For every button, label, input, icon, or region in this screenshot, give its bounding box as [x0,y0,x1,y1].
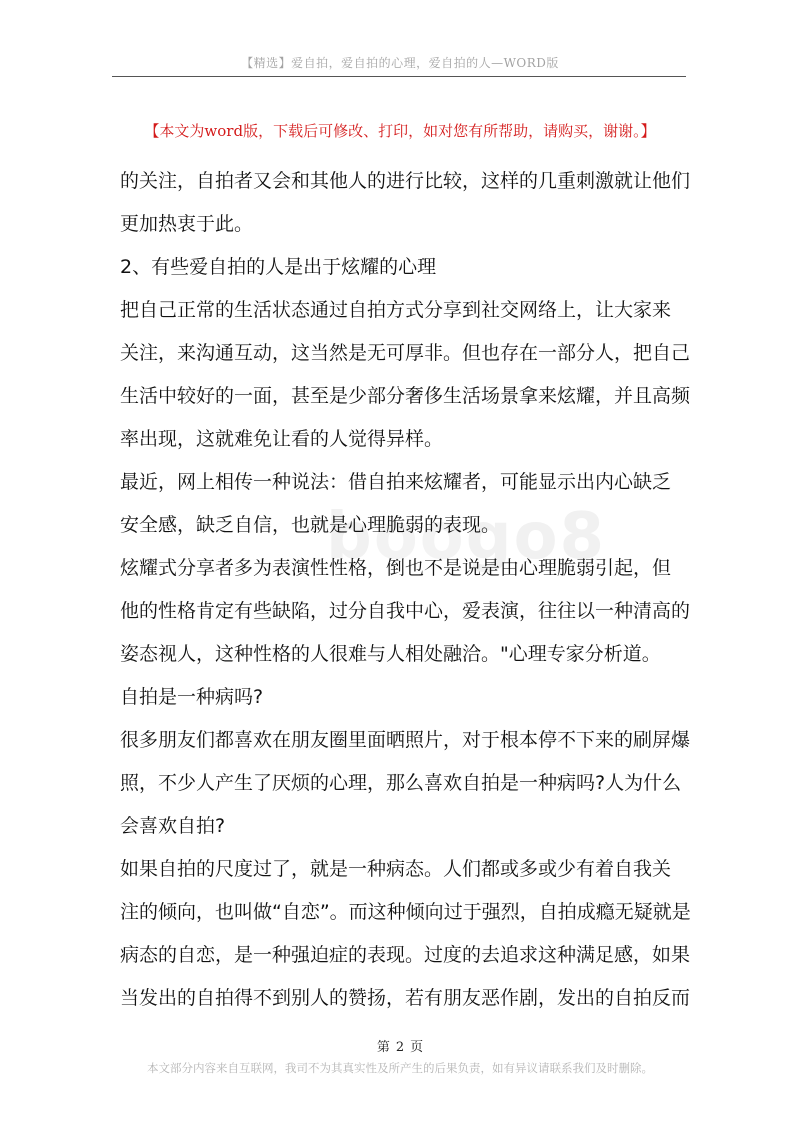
body-line: 注的倾向，也叫做“自恋”。而这种倾向过于强烈，自拍成瘾无疑就是 [120,901,691,923]
page-header-title: 【精选】爱自拍，爱自拍的心理，爱自拍的人—WORD版 [241,56,559,70]
body-line: 更加热衷于此。 [120,213,254,235]
body-line: 炫耀式分享者多为表演性性格，倒也不是说是由心理脆弱引起，但 [120,557,672,579]
page-number-value: 2 [395,1040,405,1055]
body-line: 照，不少人产生了厌烦的心理，那么喜欢自拍是一种病吗?人为什么 [120,772,682,794]
page-number [0,1036,800,1055]
body-line: 如果自拍的尺度过了，就是一种病态。人们都或多或少有着自我关 [120,858,672,880]
body-line: 安全感，缺乏自信，也就是心理脆弱的表现。 [120,514,501,536]
body-line: 生活中较好的一面，甚至是少部分奢侈生活场景拿来炫耀，并且高频 [120,385,691,407]
body-line: 当发出的自拍得不到别人的赞扬，若有朋友恶作剧，发出的自拍反而 [120,987,691,1009]
body-line: 他的性格肯定有些缺陷，过分自我中心，爱表演，往往以一种清高的 [120,600,691,622]
body-line: 关注，来沟通互动，这当然是无可厚非。但也存在一部分人，把自己 [120,342,691,364]
body-line: 会喜欢自拍? [120,815,226,837]
page-prefix: 第 [376,1040,390,1055]
download-notice: 【本文为word版，下载后可修改、打印，如对您有所帮助，请购买，谢谢。】 [144,122,656,140]
body-line: 姿态视人，这种性格的人很难与人相处融洽。"心理专家分析道。 [120,643,661,665]
body-line: 的关注，自拍者又会和其他人的进行比较，这样的几重刺激就让他们 [120,170,691,192]
body-line: 最近，网上相传一种说法：借自拍来炫耀者，可能显示出内心缺乏 [120,471,672,493]
body-line: 率出现，这就难免让看的人觉得异样。 [120,428,444,450]
subheading: 自拍是一种病吗? [120,686,264,708]
body-line: 很多朋友们都喜欢在朋友圈里面晒照片，对于根本停不下来的刷屏爆 [120,729,691,751]
header-divider [112,76,686,77]
document-body [120,160,692,1020]
footer-disclaimer: 本文部分内容来自互联网，我司不为其真实性及所产生的后果负责，如有异议请联系我们及时删除。 [147,1061,653,1075]
watermark: boogo8 [326,500,607,574]
section-heading: 2、有些爱自拍的人是出于炫耀的心理 [120,256,437,278]
body-line: 把自己正常的生活状态通过自拍方式分享到社交网络上，让大家来 [120,299,672,321]
page-suffix: 页 [410,1040,424,1055]
body-line: 病态的自恋，是一种强迫症的表现。过度的去追求这种满足感，如果 [120,944,691,966]
